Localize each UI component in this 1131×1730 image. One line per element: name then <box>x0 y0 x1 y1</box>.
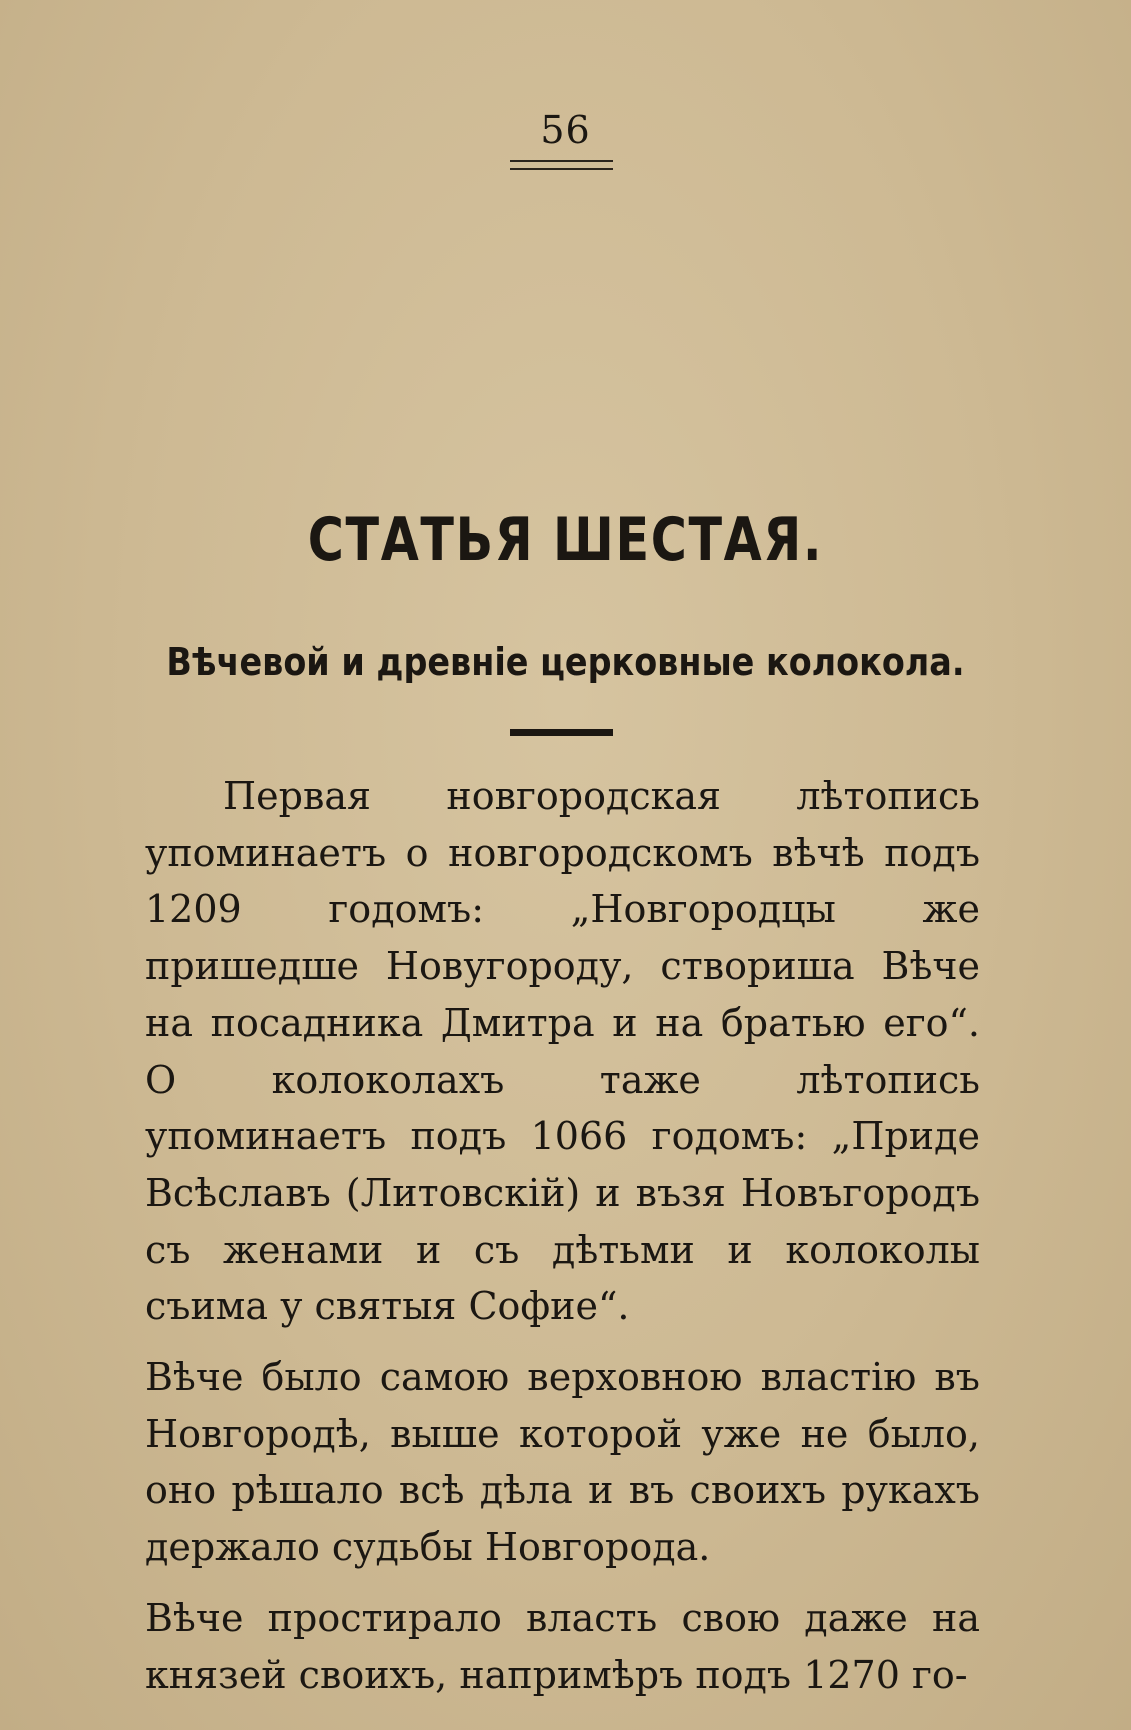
body-text <box>145 768 980 1717</box>
chapter-subtitle: Вѣчевой и древніе церковные колокола. <box>166 640 965 684</box>
chapter-title: СТАТЬЯ ШЕСТАЯ. <box>307 505 824 575</box>
short-rule-divider <box>510 729 613 736</box>
paragraph: Вѣче было самою верховною властію въ Новгородѣ, выше которой уже не было, оно рѣшало всѣ дѣла и въ своихъ рукахъ держало судьбы Новгорода. <box>145 1355 980 1570</box>
paragraph: Вѣче простирало власть свою даже на князей своихъ, напримѣръ подъ 1270 го- <box>145 1595 980 1697</box>
double-rule-divider <box>510 160 613 170</box>
page-number: 56 <box>540 108 591 152</box>
paragraph: Первая новгородская лѣтопись упоминаетъ о новгородскомъ вѣчѣ подъ 1209 годомъ: „Новгородцы же пришедше Новугороду, створиша Вѣче на посадника Дмитра и на братью его“. О колоколахъ таже лѣтопись упоминаетъ подъ 1066 годомъ: „Приде Всѣславъ (Литовскій) и възя Новъгородъ съ женами и съ дѣтьми и колоколы съима у святыя Софие“. <box>145 774 980 1329</box>
